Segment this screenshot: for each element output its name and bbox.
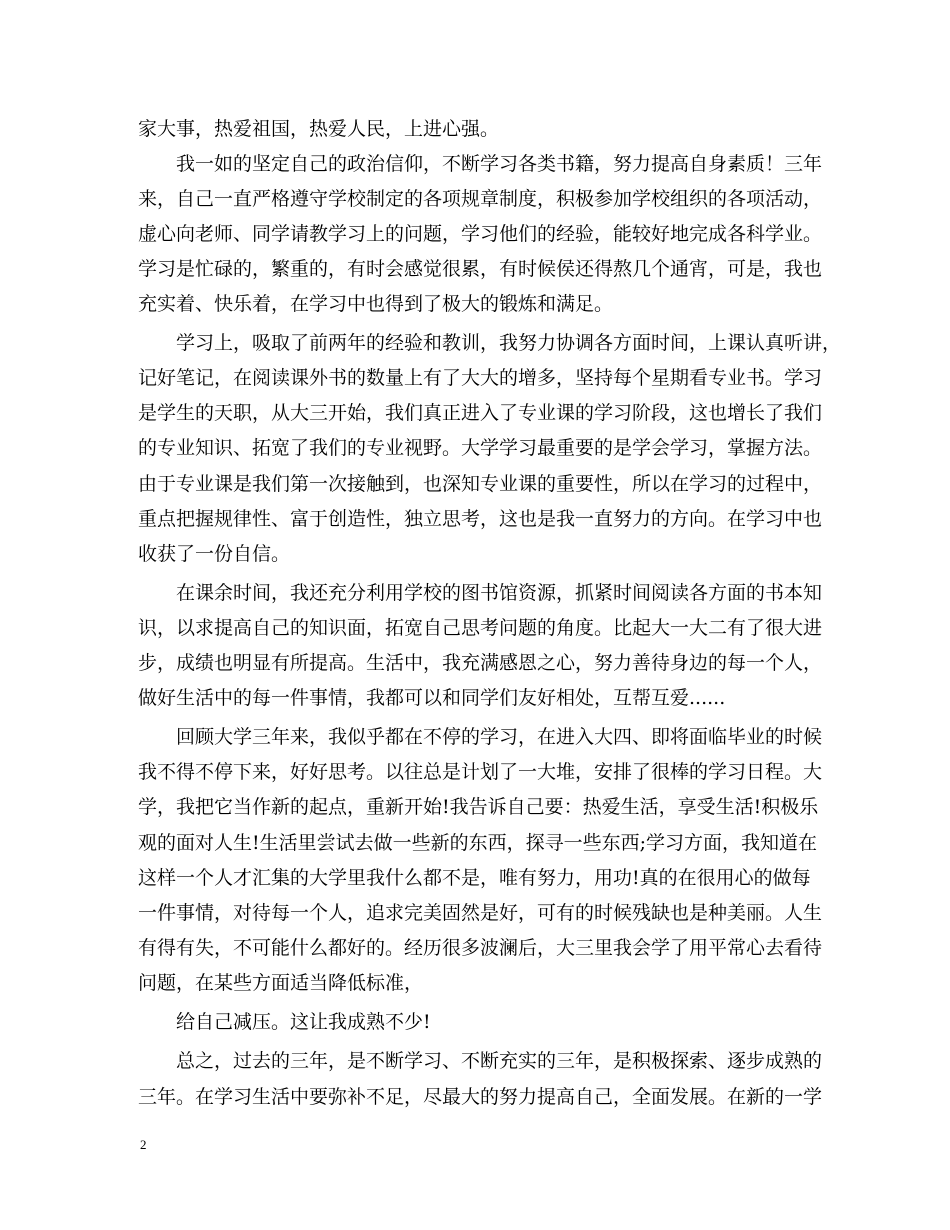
paragraph-first-line: 学习上，吸取了前两年的经验和教训，我努力协调各方面时间，上课认真听讲，	[176, 332, 842, 354]
text-line: 由于专业课是我们第一次接触到，也深知专业课的重要性，所以在学习的过程中，	[138, 473, 823, 495]
text-line: 这样一个人才汇集的大学里我什么都不是，唯有努力，用功!真的在很用心的做每	[138, 867, 811, 889]
text-line: 我不得不停下来，好好思考。以往总是计划了一大堆，安排了很棒的学习日程。大	[138, 761, 823, 783]
text-line: 一件事情，对待每一个人，追求完美固然是好，可有的时候残缺也是种美丽。人生	[138, 902, 823, 924]
text-line: 步，成绩也明显有所提高。生活中，我充满感恩之心，努力善待身边的每一个人，	[138, 652, 823, 674]
text-line: 问题，在某些方面适当降低标准，	[138, 972, 424, 994]
paragraph-first-line: 我一如的坚定自己的政治信仰，不断学习各类书籍，努力提高自身素质！三年	[176, 153, 823, 175]
text-line: 收获了一份自信。	[138, 543, 291, 565]
text-line: 是学生的天职，从大三开始，我们真正进入了专业课的学习阶段，这也增长了我们	[138, 402, 823, 424]
text-line: 记好笔记，在阅读课外书的数量上有了大大的增多，坚持每个星期看专业书。学习	[138, 367, 823, 389]
text-line: 做好生活中的每一件事情，我都可以和同学们友好相处，互帮互爱......	[138, 687, 726, 709]
text-line: 家大事，热爱祖国，热爱人民，上进心强。	[138, 118, 500, 140]
paragraph-first-line: 总之，过去的三年，是不断学习、不断充实的三年，是积极探索、逐步成熟的	[176, 1050, 823, 1072]
paragraph-first-line: 给自己减压。这让我成熟不少!	[176, 1011, 431, 1033]
text-line: 来，自己一直严格遵守学校制定的各项规章制度，积极参加学校组织的各项活动，	[138, 188, 823, 210]
text-line: 有得有失，不可能什么都好的。经历很多波澜后，大三里我会学了用平常心去看待	[138, 937, 823, 959]
text-line: 观的面对人生!生活里尝试去做一些新的东西，探寻一些东西;学习方面，我知道在	[138, 832, 818, 854]
page-number: 2	[140, 1137, 147, 1152]
text-line: 虚心向老师、同学请教学习上的问题，学习他们的经验，能较好地完成各科学业。	[138, 223, 823, 245]
text-line: 充实着、快乐着，在学习中也得到了极大的锻炼和满足。	[138, 293, 614, 315]
text-line: 识，以求提高自己的知识面，拓宽自己思考问题的角度。比起大一大二有了很大进	[138, 617, 823, 639]
text-line: 的专业知识、拓宽了我们的专业视野。大学学习最重要的是学会学习，掌握方法。	[138, 437, 823, 459]
paragraph-first-line: 回顾大学三年来，我似乎都在不停的学习，在进入大四、即将面临毕业的时候	[176, 726, 823, 748]
text-line: 三年。在学习生活中要弥补不足，尽最大的努力提高自己，全面发展。在新的一学	[138, 1086, 823, 1108]
text-line: 学，我把它当作新的起点，重新开始!我告诉自己要：热爱生活，享受生活!积极乐	[138, 796, 819, 818]
text-line: 学习是忙碌的，繁重的，有时会感觉很累，有时候侯还得熬几个通宵，可是，我也	[138, 258, 823, 280]
paragraph-first-line: 在课余时间，我还充分利用学校的图书馆资源，抓紧时间阅读各方面的书本知	[176, 582, 823, 604]
text-line: 重点把握规律性、富于创造性，独立思考，这也是我一直努力的方向。在学习中也	[138, 508, 823, 530]
